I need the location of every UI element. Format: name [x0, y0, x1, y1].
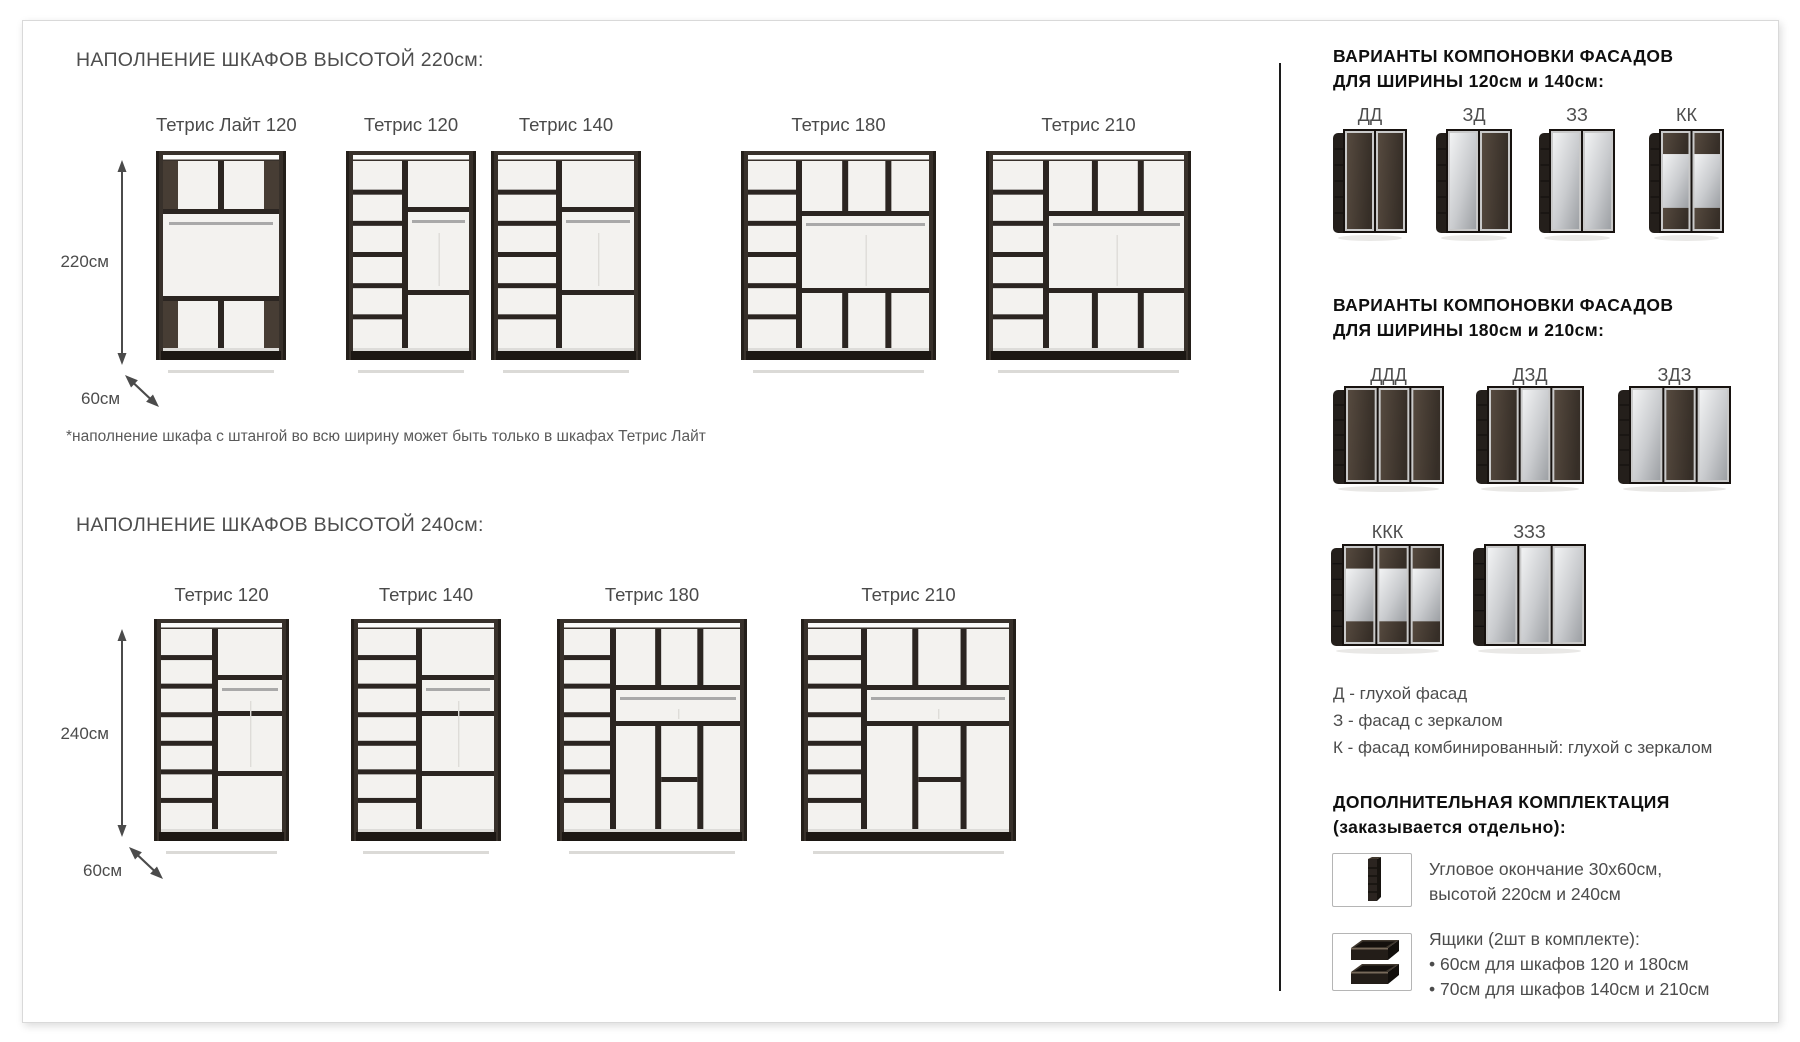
wardrobe-label: Тетрис 140 [518, 114, 614, 135]
accessory-drawers-text: Ящики (2шт в комплекте): • 60см для шкафов 120 и 180см • 70см для шкафов 140см и 210см [1429, 929, 1710, 999]
height-arrow-icon [113, 159, 131, 366]
wardrobe-illustration [986, 151, 1191, 373]
facade-label: ЗД [1462, 105, 1486, 125]
legend-line: К - фасад комбинированный: глухой с зеркалом [1333, 738, 1713, 757]
facade-label: ЗДЗ [1657, 365, 1692, 385]
legend-line: Д - глухой фасад [1333, 684, 1468, 703]
wardrobe-label: Тетрис 210 [1041, 114, 1136, 135]
facade-label: ДД [1357, 105, 1383, 125]
facade-label: ККК [1371, 522, 1404, 542]
accessories-title: ДОПОЛНИТЕЛЬНАЯ КОМПЛЕКТАЦИЯ (заказывается отдельно): [1333, 792, 1670, 837]
corner-end-icon [1332, 853, 1412, 907]
facade-illustration [1476, 386, 1584, 492]
facade-legend [1333, 680, 1712, 761]
facade-illustration [1333, 129, 1407, 241]
wardrobe-illustration [491, 151, 641, 373]
wardrobe-label: Тетрис 120 [174, 584, 269, 605]
facade-label: ЗЗ [1566, 105, 1588, 125]
facade-illustration [1618, 386, 1731, 492]
wardrobe-label: Тетрис 180 [791, 114, 886, 135]
facade-label: ДДД [1370, 365, 1407, 385]
wardrobe-illustration [351, 619, 501, 854]
depth-dimension-label: 60см [83, 861, 123, 880]
footnote: *наполнение шкафа с штангой во всю ширину может быть только в шкафах Тетрис Лайт [66, 428, 706, 445]
wardrobe-illustration [801, 619, 1016, 854]
depth-dimension-label: 60см [81, 389, 121, 408]
wardrobe-illustration [346, 151, 476, 373]
facade-label: ДЗД [1512, 365, 1548, 385]
wardrobe-illustration [741, 151, 936, 373]
wardrobe-label: Тетрис 210 [861, 584, 956, 605]
wardrobe-illustration [156, 151, 286, 373]
height-dimension-label: 220см [60, 252, 109, 271]
facade-illustration [1436, 129, 1512, 241]
facades-large-title: ВАРИАНТЫ КОМПОНОВКИ ФАСАДОВ ДЛЯ ШИРИНЫ 180см и 210см: [1333, 295, 1674, 340]
facade-illustration [1473, 544, 1586, 654]
height-dimension-label: 240см [60, 724, 109, 743]
wardrobe-label: Тетрис 140 [378, 584, 474, 605]
section-divider [1279, 63, 1281, 991]
facades-small-title: ВАРИАНТЫ КОМПОНОВКИ ФАСАДОВ ДЛЯ ШИРИНЫ 120см и 140см: [1333, 46, 1674, 91]
wardrobe-label: Тетрис 180 [604, 584, 700, 605]
facade-illustration [1331, 544, 1444, 654]
facade-label: ЗЗЗ [1513, 522, 1546, 542]
catalog-page [22, 20, 1779, 1023]
wardrobe-label: Тетрис Лайт 120 [156, 114, 297, 135]
facade-label: КК [1676, 105, 1697, 125]
facade-illustration [1649, 129, 1724, 241]
wardrobe-illustration [154, 619, 289, 854]
facade-illustration [1333, 386, 1444, 492]
wardrobe-label: Тетрис 120 [363, 114, 459, 135]
height-arrow-icon [113, 628, 131, 838]
section-220-title: НАПОЛНЕНИЕ ШКАФОВ ВЫСОТОЙ 220см: [76, 49, 484, 71]
legend-line: З - фасад с зеркалом [1333, 711, 1503, 730]
drawers-icon [1332, 933, 1412, 991]
facade-illustration [1539, 129, 1615, 241]
wardrobe-illustration [557, 619, 747, 854]
section-240-title: НАПОЛНЕНИЕ ШКАФОВ ВЫСОТОЙ 240см: [76, 514, 484, 536]
accessory-corner-text: Угловое окончание 30х60см, высотой 220см и 240см [1429, 859, 1663, 904]
